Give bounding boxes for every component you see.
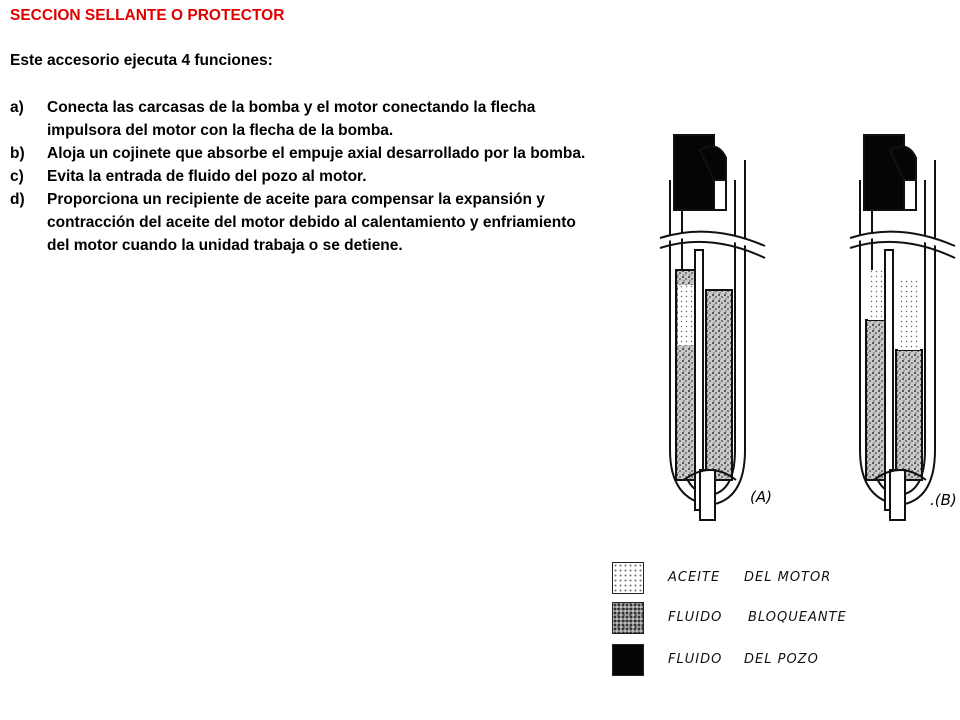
list-item-text: Proporciona un recipiente de aceite para compensar la expansión y contracción del aceite del motor debido al calentamiento y enfriamiento del motor cuando la unidad trabaja o se detiene. (47, 191, 576, 254)
legend-word: FLUIDO (668, 652, 723, 667)
protector-unit-a (660, 135, 765, 520)
page-title: SECCION SELLANTE O PROTECTOR (10, 7, 285, 24)
list-item-text: Evita la entrada de fluido del pozo al motor. (47, 168, 367, 185)
list-item (10, 96, 590, 142)
list-marker: d) (10, 191, 25, 208)
legend-row-blocking-fluid (612, 602, 912, 636)
legend-word: BLOQUEANTE (748, 610, 847, 625)
legend-word: DEL MOTOR (744, 570, 832, 585)
well-fluid-swatch (612, 644, 644, 676)
legend-label-oil (668, 570, 832, 585)
intro-text: Este accesorio ejecuta 4 funciones: (10, 52, 273, 69)
list-item (10, 188, 590, 257)
legend-label-well-fluid (668, 652, 819, 667)
legend-word: FLUIDO (668, 610, 723, 625)
legend-word: DEL POZO (744, 652, 819, 667)
list-marker: a) (10, 99, 24, 116)
legend-row-oil (612, 562, 912, 596)
blocking-fluid-swatch (612, 602, 644, 634)
legend-word: ACEITE (668, 570, 721, 585)
list-item-text: Conecta las carcasas de la bomba y el motor conectando la flecha impulsora del motor con la flecha de la bomba. (47, 99, 536, 139)
protector-diagram (640, 120, 960, 530)
legend-label-blocking-fluid (668, 610, 847, 625)
oil-swatch (612, 562, 644, 594)
list-marker: b) (10, 145, 25, 162)
legend-row-well-fluid (612, 644, 912, 678)
list-item (10, 142, 590, 165)
list-item-text: Aloja un cojinete que absorbe el empuje axial desarrollado por la bomba. (47, 145, 586, 162)
protector-unit-b (850, 135, 955, 520)
unit-b-label: .(B) (930, 491, 957, 509)
list-marker: c) (10, 168, 24, 185)
list-item (10, 165, 590, 188)
function-list (10, 96, 590, 257)
unit-a-label: (A) (750, 488, 772, 506)
